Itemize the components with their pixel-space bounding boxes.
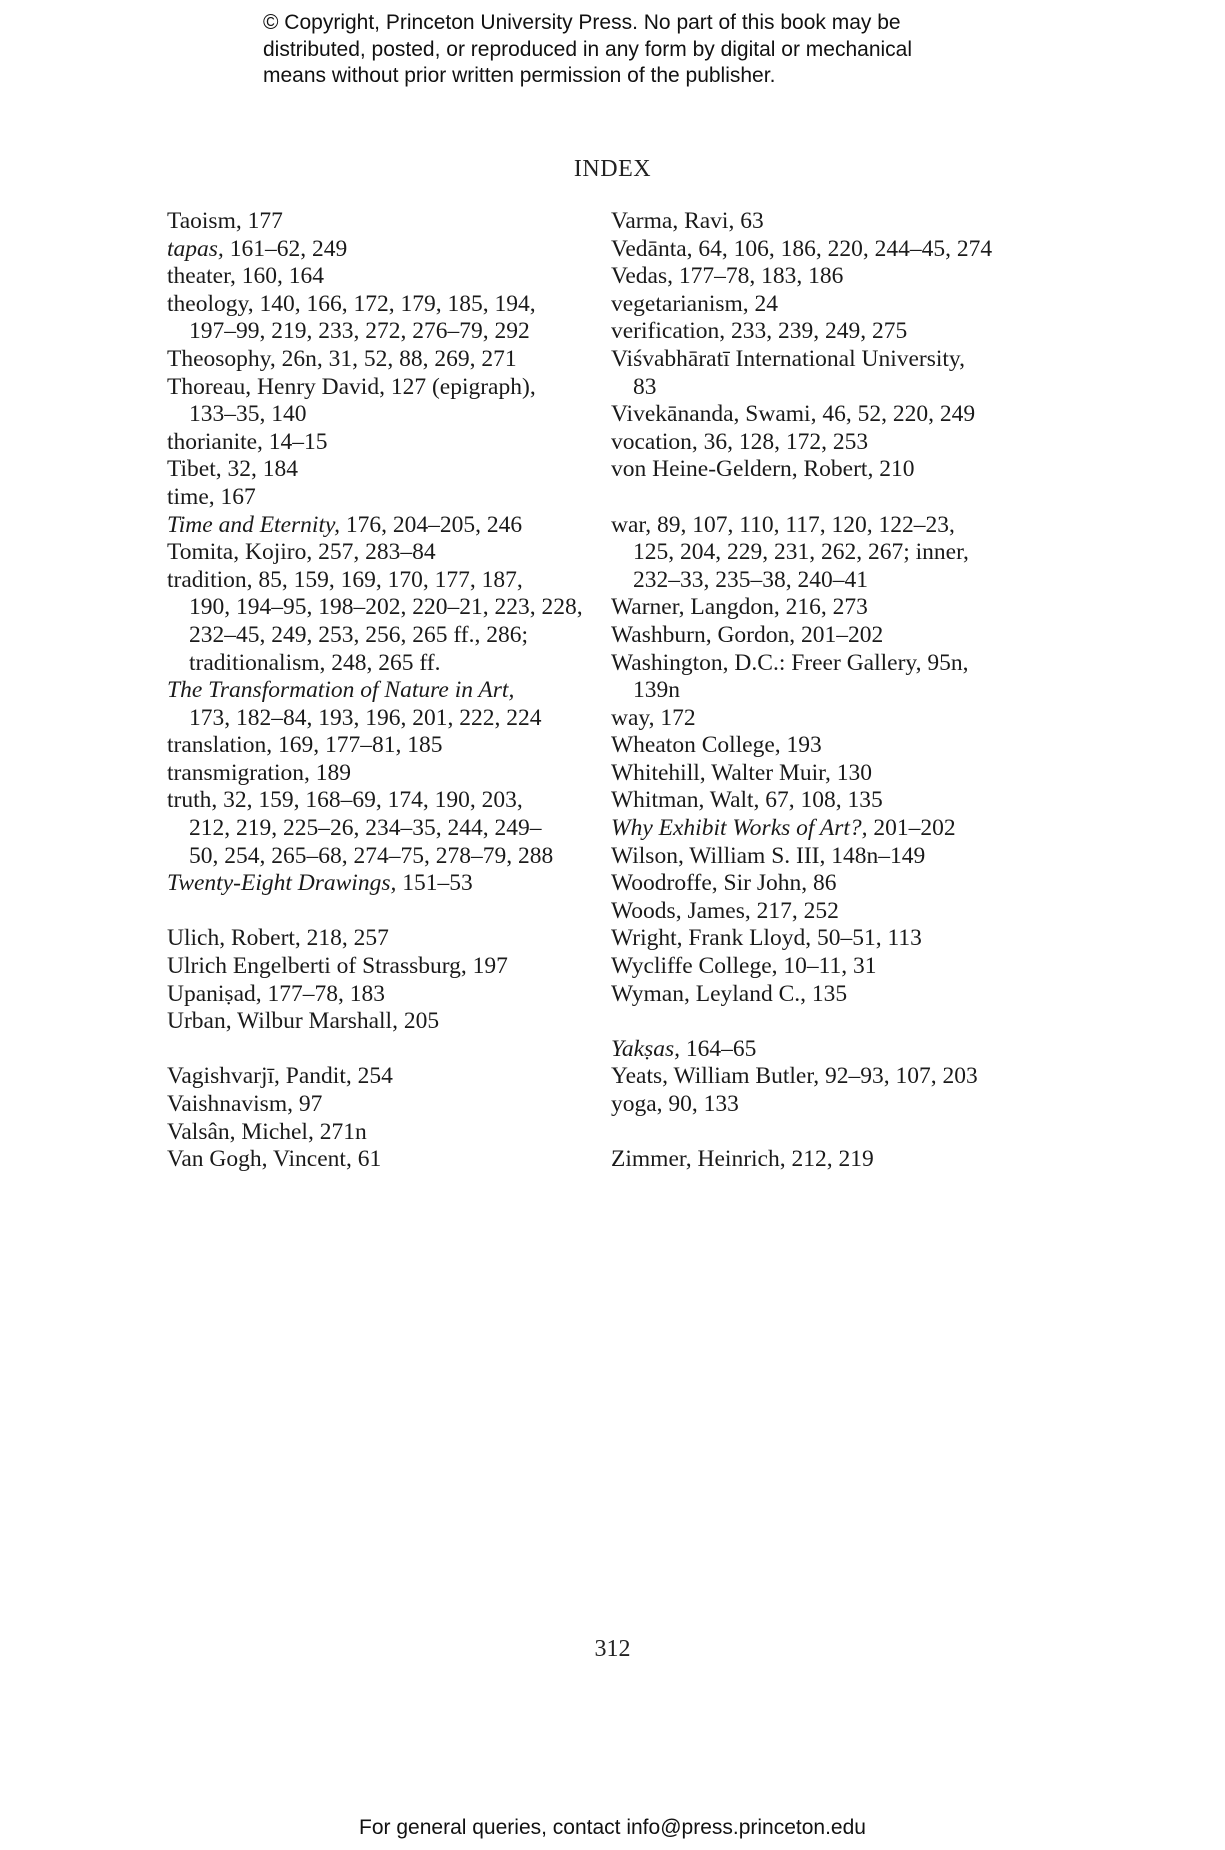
entry-text: Vedas, 177–78, 183, 186 [611,263,844,290]
entry-title: The Transformation of Nature in Art, [167,677,515,704]
copyright-line: means without prior written permission of the publisher. [263,64,776,87]
entry-text: translation, 169, 177–81, 185 [167,732,443,759]
index-entry [611,953,1026,981]
index-entry [611,705,1026,733]
entry-text: yoga, 90, 133 [611,1091,739,1117]
entry-gap [611,1119,1026,1147]
index-entry [611,732,1026,760]
index-entry [611,456,1026,484]
entry-text: 133–35, 140 [189,401,307,428]
index-entry [167,484,582,512]
index-entry [167,732,582,760]
page-number: 312 [594,1636,631,1662]
index-entry [167,981,582,1009]
entry-text: 212, 219, 225–26, 234–35, 244, 249– [189,815,542,842]
entry-gap [611,1008,1026,1036]
entry-text: 125, 204, 229, 231, 262, 267; inner, [633,539,969,566]
index-entry [611,650,1026,705]
entry-text: Washburn, Gordon, 201–202 [611,621,884,648]
entry-text: Thoreau, Henry David, 127 (epigraph), [167,373,536,400]
index-entry [167,1119,582,1147]
entry-text: 151–53 [396,870,473,897]
entry-text: Washington, D.C.: Freer Gallery, 95n, [611,649,969,676]
entry-text: Vedānta, 64, 106, 186, 220, 244–45, 274 [611,235,993,262]
entry-text: 50, 254, 265–68, 274–75, 278–79, 288 [189,842,554,869]
entry-text: Whitehill, Walter Muir, 130 [611,759,873,786]
index-entry [167,1063,582,1091]
entry-text: Vagishvarjī, Pandit, 254 [167,1063,393,1090]
entry-text: Wyman, Leyland C., 135 [611,980,848,1007]
entry-text: Taoism, 177 [167,208,283,234]
index-entry [167,208,582,236]
entry-text: 161–62, 249 [223,235,348,262]
entry-gap [167,1036,582,1064]
index-entry [167,567,582,677]
entry-text: Vivekānanda, Swami, 46, 52, 220, 249 [611,401,976,428]
index-entry [167,953,582,981]
index-entry [167,456,582,484]
index-entry [611,318,1026,346]
index-entry [611,1036,1026,1064]
entry-text: transmigration, 189 [167,759,352,786]
entry-text: 232–45, 249, 253, 256, 265 ff., 286; [189,621,529,648]
copyright-notice [263,10,983,90]
index-entry [611,815,1026,843]
index-entry [611,870,1026,898]
copyright-line: © Copyright, Princeton University Press. No part of this book may be [263,11,901,34]
entry-text: Woodroffe, Sir John, 86 [611,870,837,897]
index-entry [611,401,1026,429]
index-entry [611,981,1026,1009]
entry-text: Woods, James, 217, 252 [611,897,839,924]
entry-text: 190, 194–95, 198–202, 220–21, 223, 228, [189,594,583,621]
entry-text: Zimmer, Heinrich, 212, 219 [611,1146,874,1173]
entry-title: Yakṣas, [611,1035,681,1062]
entry-title: tapas, [167,235,224,262]
entry-text: Wilson, William S. III, 148n–149 [611,842,926,869]
index-entry [167,429,582,457]
entry-text: 232–33, 235–38, 240–41 [633,566,868,593]
entry-text: von Heine-Geldern, Robert, 210 [611,456,915,483]
entry-gap [611,484,1026,512]
entry-text: Upaniṣad, 177–78, 183 [167,980,386,1007]
index-entry [611,236,1026,264]
index-entry [611,843,1026,871]
index-entry [611,1146,1026,1174]
entry-title: Why Exhibit Works of Art?, [611,815,868,842]
index-entry [611,429,1026,457]
index-entry [611,1063,1026,1091]
footer-contact: For general queries, contact info@press.princeton.edu [359,1816,866,1839]
index-entry [167,346,582,374]
entry-text: Yeats, William Butler, 92–93, 107, 203 [611,1063,978,1090]
index-entry [611,208,1026,236]
entry-text: Wright, Frank Lloyd, 50–51, 113 [611,925,922,952]
index-entry [611,346,1026,401]
index-entry [611,760,1026,788]
entry-text: truth, 32, 159, 168–69, 174, 190, 203, [167,787,523,814]
index-entry [167,291,582,346]
entry-text: 176, 204–205, 246 [339,511,523,538]
index-entry [167,1091,582,1119]
entry-text: verification, 233, 239, 249, 275 [611,318,908,345]
entry-text: traditionalism, 248, 265 ff. [189,649,441,676]
entry-text: Theosophy, 26n, 31, 52, 88, 269, 271 [167,345,517,372]
index-entry [611,787,1026,815]
entry-text: Valsân, Michel, 271n [167,1118,367,1145]
entry-text: 83 [633,373,657,400]
index-column-right [611,208,1026,1174]
entry-text: Whitman, Walt, 67, 108, 135 [611,787,883,814]
entry-text: Ulrich Engelberti of Strassburg, 197 [167,953,508,980]
index-entry [167,236,582,264]
entry-text: Warner, Langdon, 216, 273 [611,594,868,621]
entry-text: 201–202 [867,815,956,842]
entry-gap [167,898,582,926]
entry-text: Varma, Ravi, 63 [611,208,764,234]
entry-text: time, 167 [167,483,256,510]
entry-text: Tomita, Kojiro, 257, 283–84 [167,539,436,566]
index-entry [611,263,1026,291]
index-entry [167,1146,582,1174]
entry-text: theater, 160, 164 [167,263,324,290]
entry-text: 164–65 [680,1035,757,1062]
index-entry [611,291,1026,319]
entry-text: 197–99, 219, 233, 272, 276–79, 292 [189,318,530,345]
entry-text: 173, 182–84, 193, 196, 201, 222, 224 [189,704,542,731]
index-entry [167,512,582,540]
entry-text: tradition, 85, 159, 169, 170, 177, 187, [167,566,523,593]
index-entry [167,263,582,291]
entry-text: Wheaton College, 193 [611,732,822,759]
index-entry [167,870,582,898]
entry-title: Twenty-Eight Drawings, [167,870,397,897]
entry-text: Tibet, 32, 184 [167,456,299,483]
index-entry [611,622,1026,650]
index-entry [611,925,1026,953]
entry-text: war, 89, 107, 110, 117, 120, 122–23, [611,511,955,538]
entry-text: thorianite, 14–15 [167,428,328,455]
index-column-left [167,208,582,1174]
entry-text: Ulich, Robert, 218, 257 [167,925,389,952]
entry-text: theology, 140, 166, 172, 179, 185, 194, [167,290,536,317]
index-entry [611,1091,1026,1119]
index-entry [611,594,1026,622]
index-entry [167,374,582,429]
entry-text: Van Gogh, Vincent, 61 [167,1146,382,1173]
entry-text: way, 172 [611,704,696,731]
index-entry [611,898,1026,926]
index-entry [167,925,582,953]
index-entry [611,512,1026,595]
entry-text: Vaishnavism, 97 [167,1091,323,1117]
entry-text: Urban, Wilbur Marshall, 205 [167,1008,440,1035]
copyright-line: distributed, posted, or reproduced in any form by digital or mechanical [263,37,913,61]
entry-text: 139n [633,677,680,704]
index-entry [167,677,582,732]
entry-text: vegetarianism, 24 [611,290,779,317]
entry-title: Time and Eternity, [167,511,340,538]
entry-text: Viśvabhāratī International University, [611,345,966,372]
entry-text: vocation, 36, 128, 172, 253 [611,428,869,455]
entry-text: Wycliffe College, 10–11, 31 [611,953,877,980]
index-entry [167,787,582,870]
index-entry [167,539,582,567]
index-entry [167,1008,582,1036]
index-entry [167,760,582,788]
page-title: INDEX [573,156,652,182]
